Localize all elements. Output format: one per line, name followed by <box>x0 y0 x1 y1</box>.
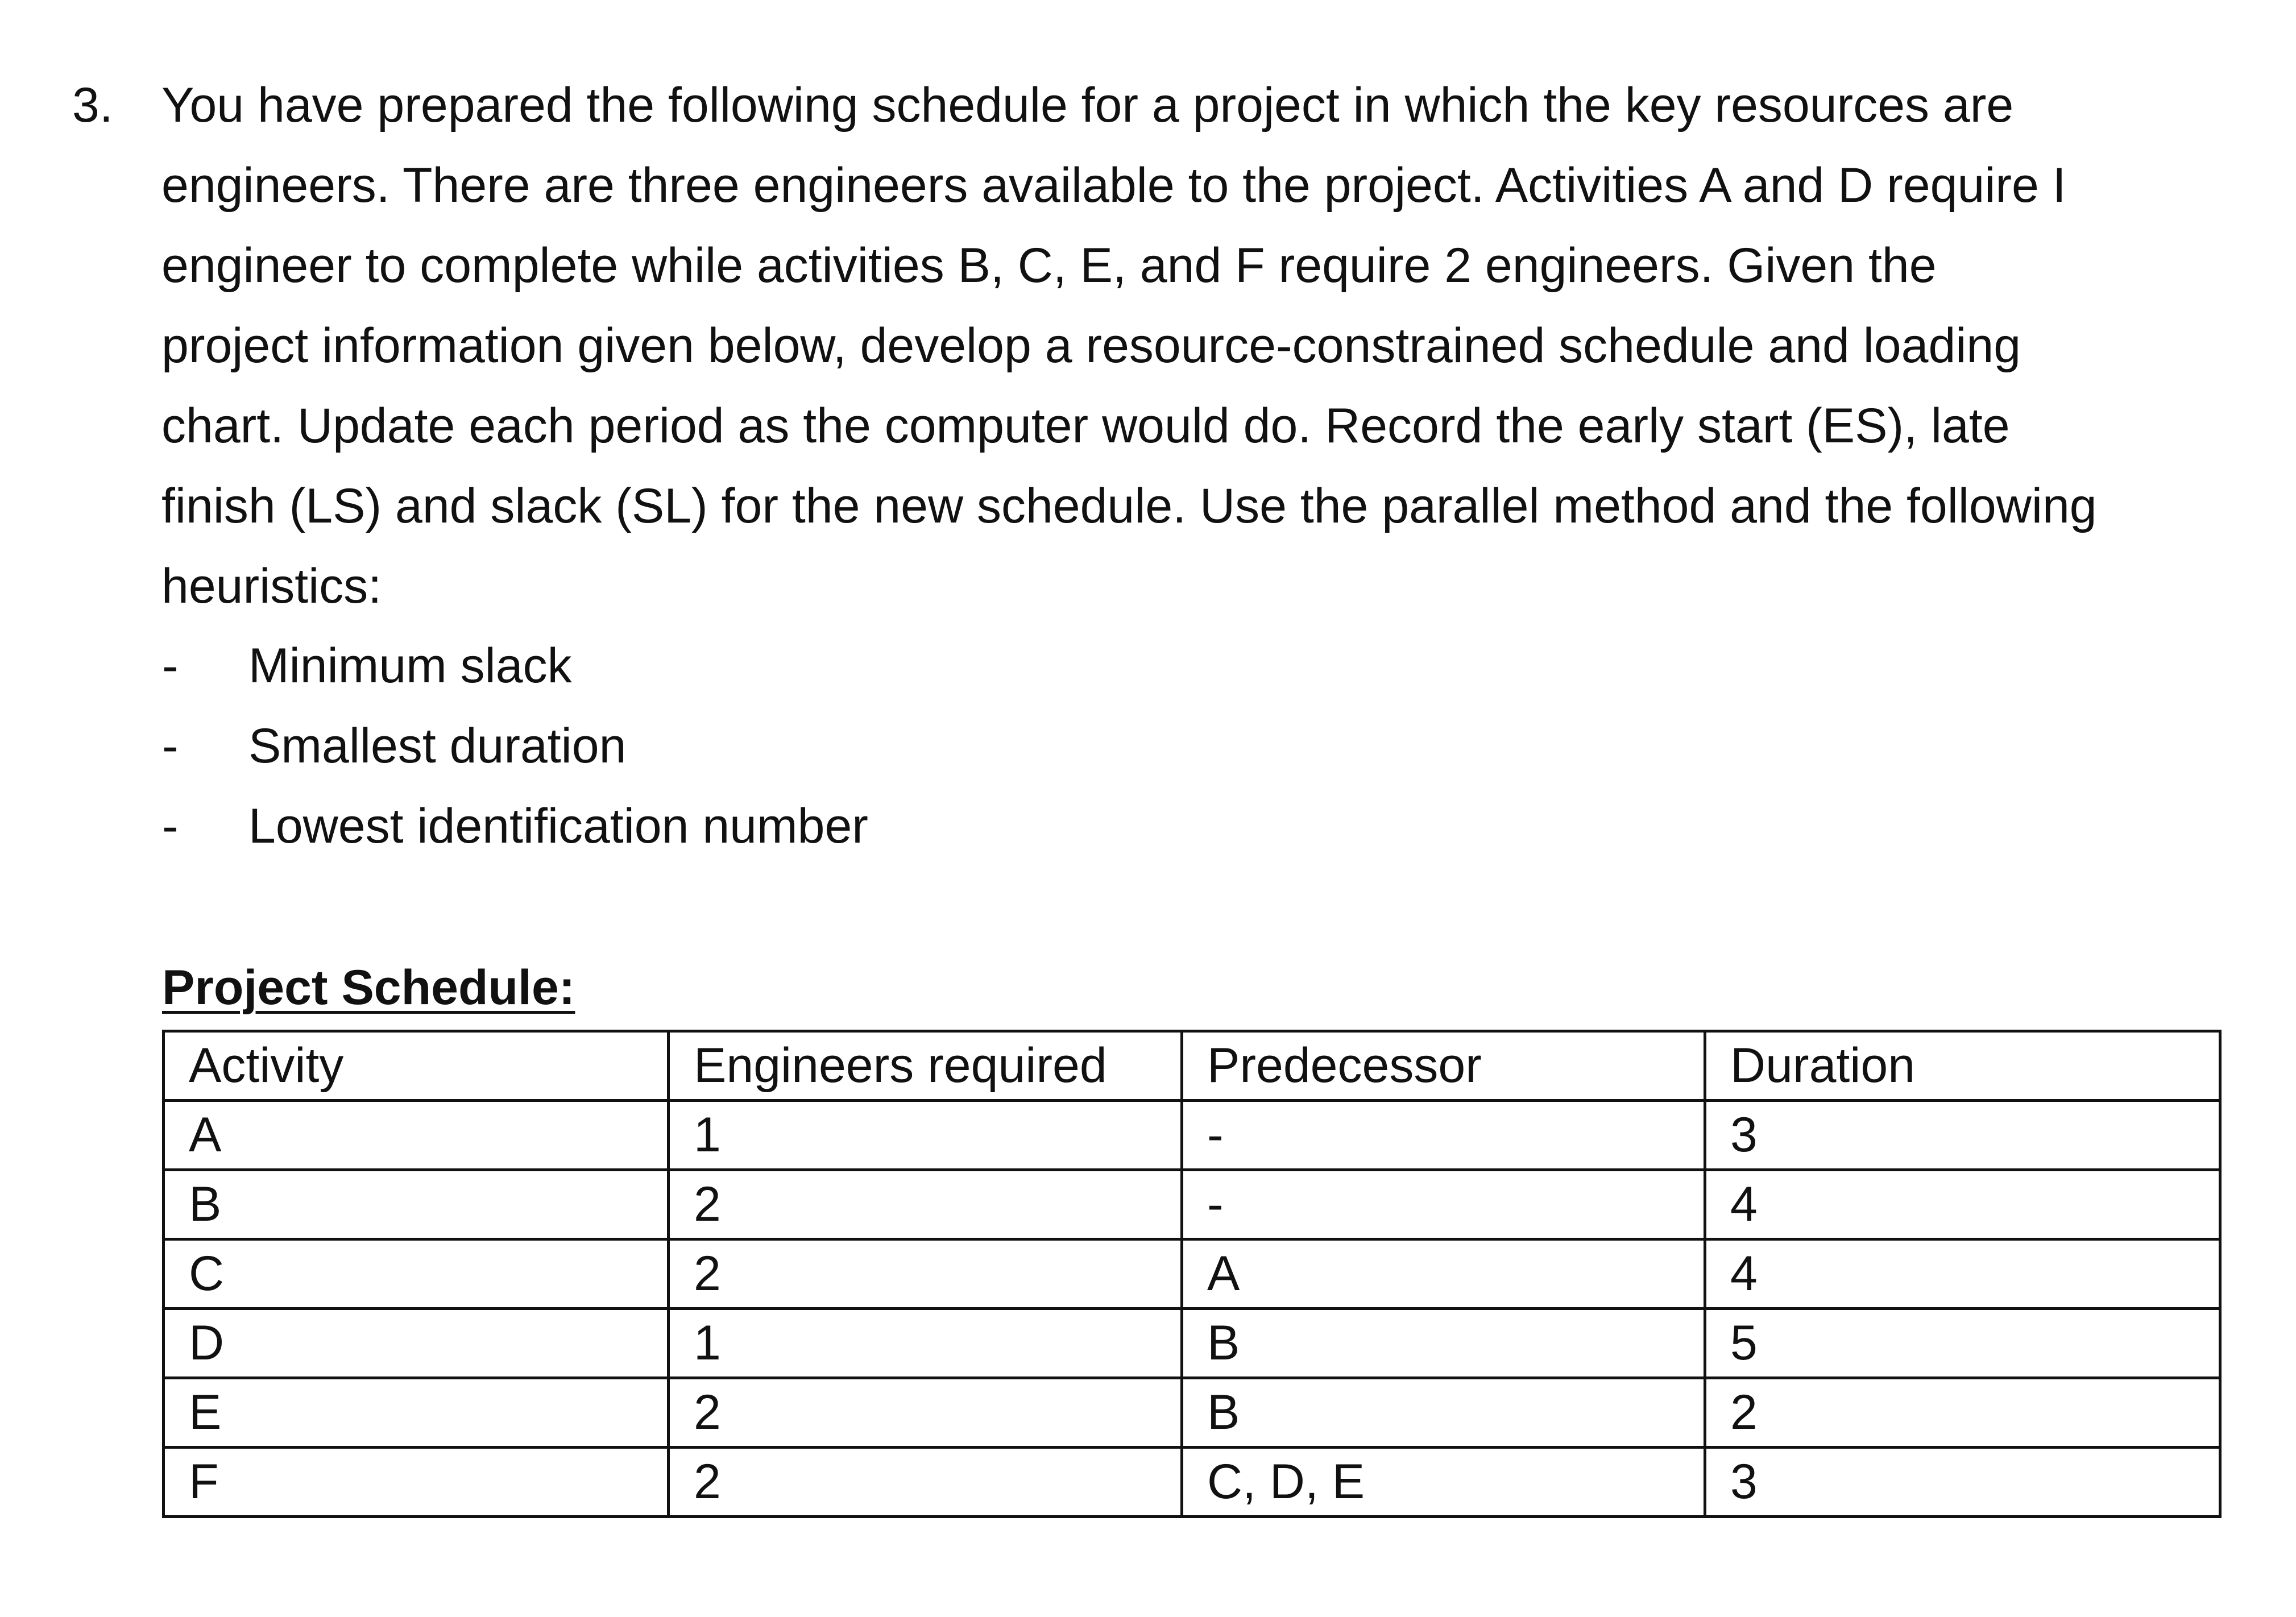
engineers-required-cell: 2 <box>669 1448 1182 1517</box>
predecessor-cell: - <box>1182 1101 1705 1170</box>
predecessor-cell: - <box>1182 1170 1705 1239</box>
engineers-required-column-header: Engineers required <box>669 1031 1182 1101</box>
heuristic-dash: - <box>162 719 179 773</box>
duration-cell: 5 <box>1705 1309 2220 1378</box>
heuristic-text: Smallest duration <box>248 719 627 773</box>
engineers-required-cell: 2 <box>669 1378 1182 1448</box>
engineers-required-cell: 2 <box>669 1170 1182 1239</box>
table-header-row <box>164 1031 2220 1101</box>
engineers-required-cell: 2 <box>669 1239 1182 1309</box>
heuristic-dash: - <box>162 799 179 853</box>
table-row <box>164 1309 2220 1378</box>
predecessor-cell: B <box>1182 1378 1705 1448</box>
predecessor-cell: B <box>1182 1309 1705 1378</box>
project-schedule-heading: Project Schedule: <box>162 960 575 1015</box>
duration-cell: 2 <box>1705 1378 2220 1448</box>
activity-cell: B <box>164 1170 669 1239</box>
activity-cell: C <box>164 1239 669 1309</box>
predecessor-column-header: Predecessor <box>1182 1031 1705 1101</box>
problem-text: You have prepared the following schedule for a project in which the key resources are engineers. There are three engineers available to the project. Activities A and D require I engineer to complete while activities B, C, E, and F require 2 engineers. Given the project information given below, develop a resource-constrained schedule and loading chart. Update each period as the computer would do. Record the early start (ES), late finish (LS) and slack (SL) for the new schedule. Use the parallel method and the following heuristics: <box>161 78 2097 613</box>
heuristic-text: Lowest identification number <box>248 799 868 853</box>
duration-cell: 4 <box>1705 1170 2220 1239</box>
table-body <box>164 1101 2220 1517</box>
duration-column-header: Duration <box>1705 1031 2220 1101</box>
problem-number: 3. <box>72 78 113 132</box>
project-schedule-table <box>162 1030 2222 1518</box>
engineers-required-cell: 1 <box>669 1309 1182 1378</box>
table-row <box>164 1170 2220 1239</box>
activity-column-header: Activity <box>164 1031 669 1101</box>
heuristic-text: Minimum slack <box>248 638 572 693</box>
table-row <box>164 1239 2220 1309</box>
table-header <box>164 1031 2220 1101</box>
table-row <box>164 1448 2220 1517</box>
activity-cell: D <box>164 1309 669 1378</box>
duration-cell: 3 <box>1705 1448 2220 1517</box>
activity-cell: F <box>164 1448 669 1517</box>
engineers-required-cell: 1 <box>669 1101 1182 1170</box>
predecessor-cell: A <box>1182 1239 1705 1309</box>
predecessor-cell: C, D, E <box>1182 1448 1705 1517</box>
duration-cell: 3 <box>1705 1101 2220 1170</box>
table-row <box>164 1101 2220 1170</box>
duration-cell: 4 <box>1705 1239 2220 1309</box>
activity-cell: E <box>164 1378 669 1448</box>
activity-cell: A <box>164 1101 669 1170</box>
table-row <box>164 1378 2220 1448</box>
heuristic-dash: - <box>162 638 179 693</box>
